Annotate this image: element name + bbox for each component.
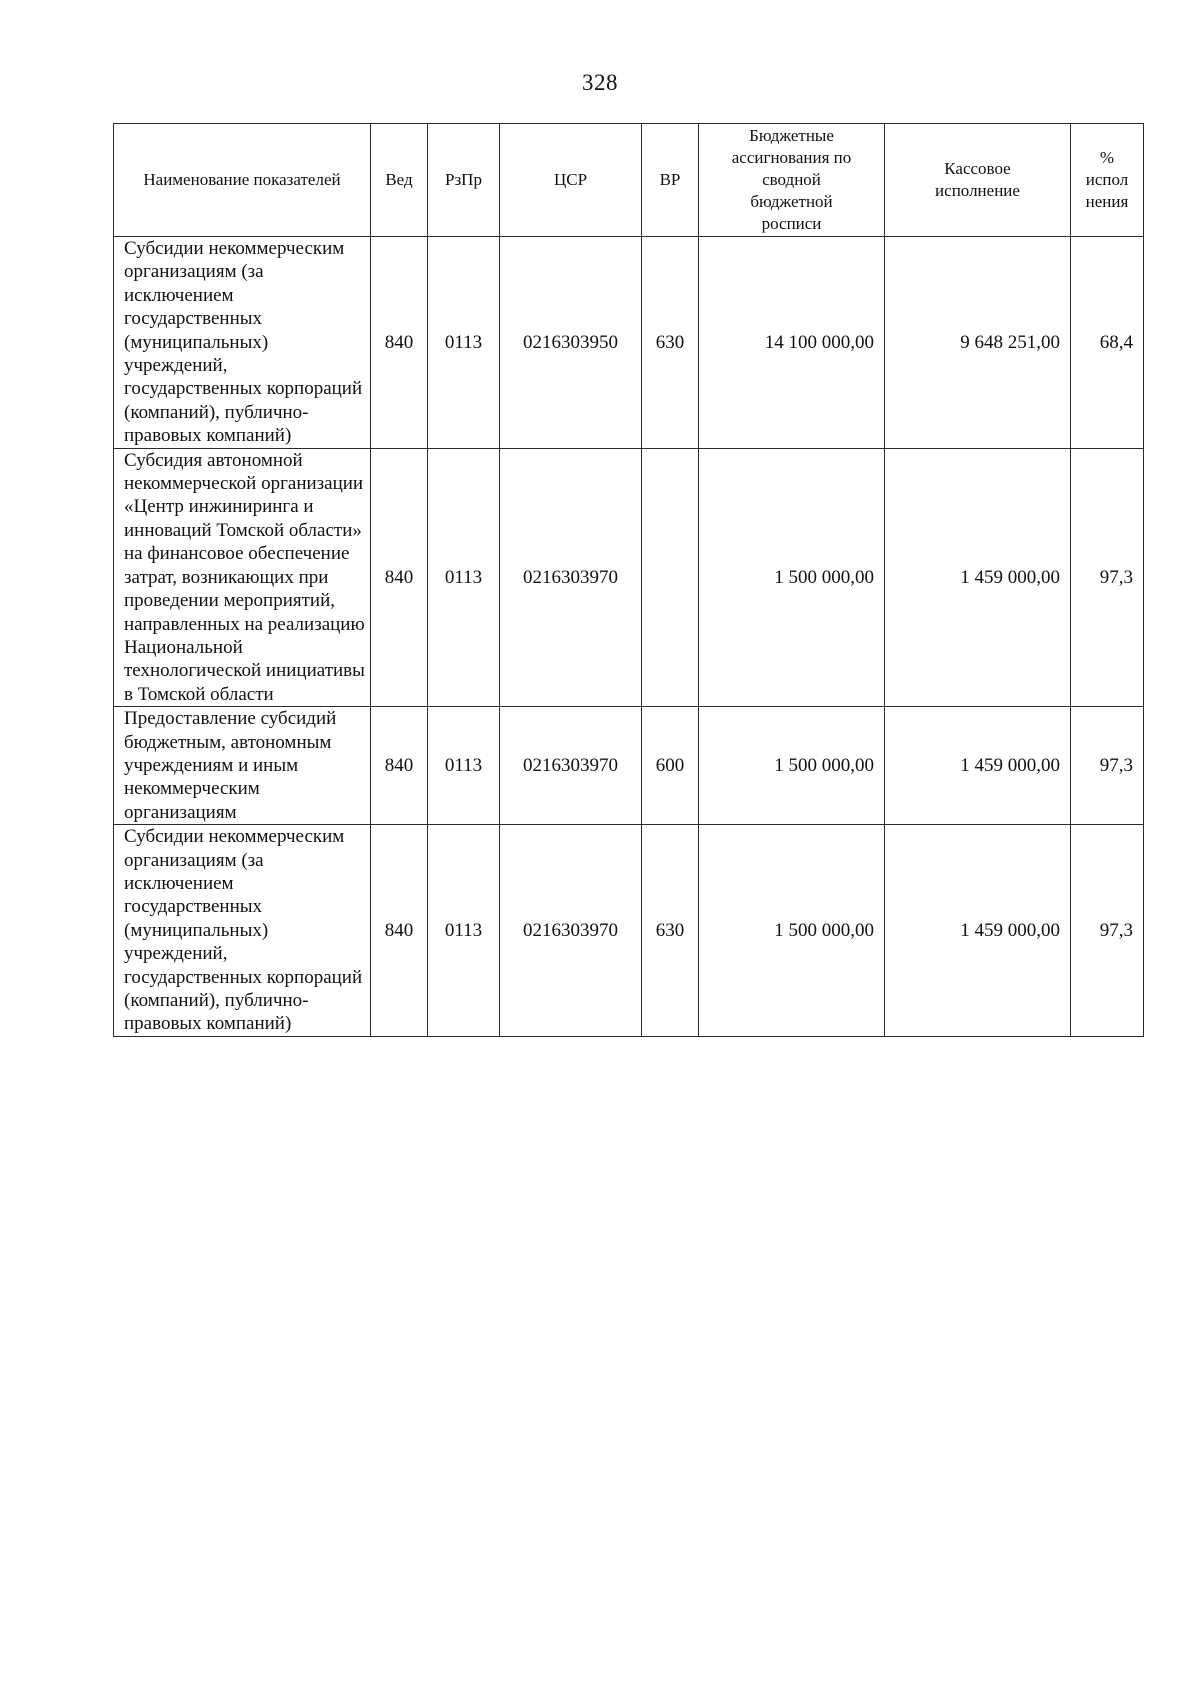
header-rzpr: РзПр — [428, 124, 500, 237]
header-budget-allocations: Бюджетные ассигнования по сводной бюджетной росписи — [699, 124, 885, 237]
header-vr: ВР — [642, 124, 699, 237]
header-cash-execution: Кассовое исполнение — [885, 124, 1071, 237]
row-cash: 1 459 000,00 — [885, 707, 1071, 825]
page-number: 328 — [582, 70, 618, 95]
row-vr: 630 — [642, 237, 699, 449]
header-name: Наименование показателей — [114, 124, 371, 237]
row-percent: 97,3 — [1071, 707, 1144, 825]
row-name: Субсидии некоммерческим организациям (за исключением государственных (муниципальных) учреждений, государственных корпораций (компаний), публично-правовых компаний) — [114, 237, 371, 449]
row-vr — [642, 448, 699, 706]
header-percent-execution: % испол нения — [1071, 124, 1144, 237]
header-csr: ЦСР — [500, 124, 642, 237]
row-name: Предоставление субсидий бюджетным, автономным учреждениям и иным некоммерческим организациям — [114, 707, 371, 825]
row-percent: 68,4 — [1071, 237, 1144, 449]
row-rzpr: 0113 — [428, 825, 500, 1037]
row-rzpr: 0113 — [428, 237, 500, 449]
row-percent: 97,3 — [1071, 825, 1144, 1037]
row-csr: 0216303970 — [500, 707, 642, 825]
row-vr: 630 — [642, 825, 699, 1037]
row-vr: 600 — [642, 707, 699, 825]
row-csr: 0216303970 — [500, 825, 642, 1037]
row-cash: 1 459 000,00 — [885, 825, 1071, 1037]
table-row — [114, 448, 1144, 706]
table-row — [114, 825, 1144, 1037]
row-budget: 1 500 000,00 — [699, 825, 885, 1037]
row-budget: 1 500 000,00 — [699, 448, 885, 706]
table-row — [114, 237, 1144, 449]
row-ved: 840 — [371, 448, 428, 706]
row-ved: 840 — [371, 237, 428, 449]
row-budget: 1 500 000,00 — [699, 707, 885, 825]
row-percent: 97,3 — [1071, 448, 1144, 706]
row-cash: 9 648 251,00 — [885, 237, 1071, 449]
table-row — [114, 707, 1144, 825]
row-name: Субсидии некоммерческим организациям (за исключением государственных (муниципальных) учреждений, государственных корпораций (компаний), публично-правовых компаний) — [114, 825, 371, 1037]
row-csr: 0216303970 — [500, 448, 642, 706]
row-ved: 840 — [371, 825, 428, 1037]
row-rzpr: 0113 — [428, 707, 500, 825]
row-budget: 14 100 000,00 — [699, 237, 885, 449]
budget-table — [113, 123, 1144, 1037]
row-name: Субсидия автономной некоммерческой организации «Центр инжиниринга и инноваций Томской области» на финансовое обеспечение затрат, возникающих при проведении мероприятий, направленных на реализацию Национальной технологической инициативы в Томской области — [114, 448, 371, 706]
row-cash: 1 459 000,00 — [885, 448, 1071, 706]
row-csr: 0216303950 — [500, 237, 642, 449]
table-header-row — [114, 124, 1144, 237]
row-ved: 840 — [371, 707, 428, 825]
header-ved: Вед — [371, 124, 428, 237]
row-rzpr: 0113 — [428, 448, 500, 706]
